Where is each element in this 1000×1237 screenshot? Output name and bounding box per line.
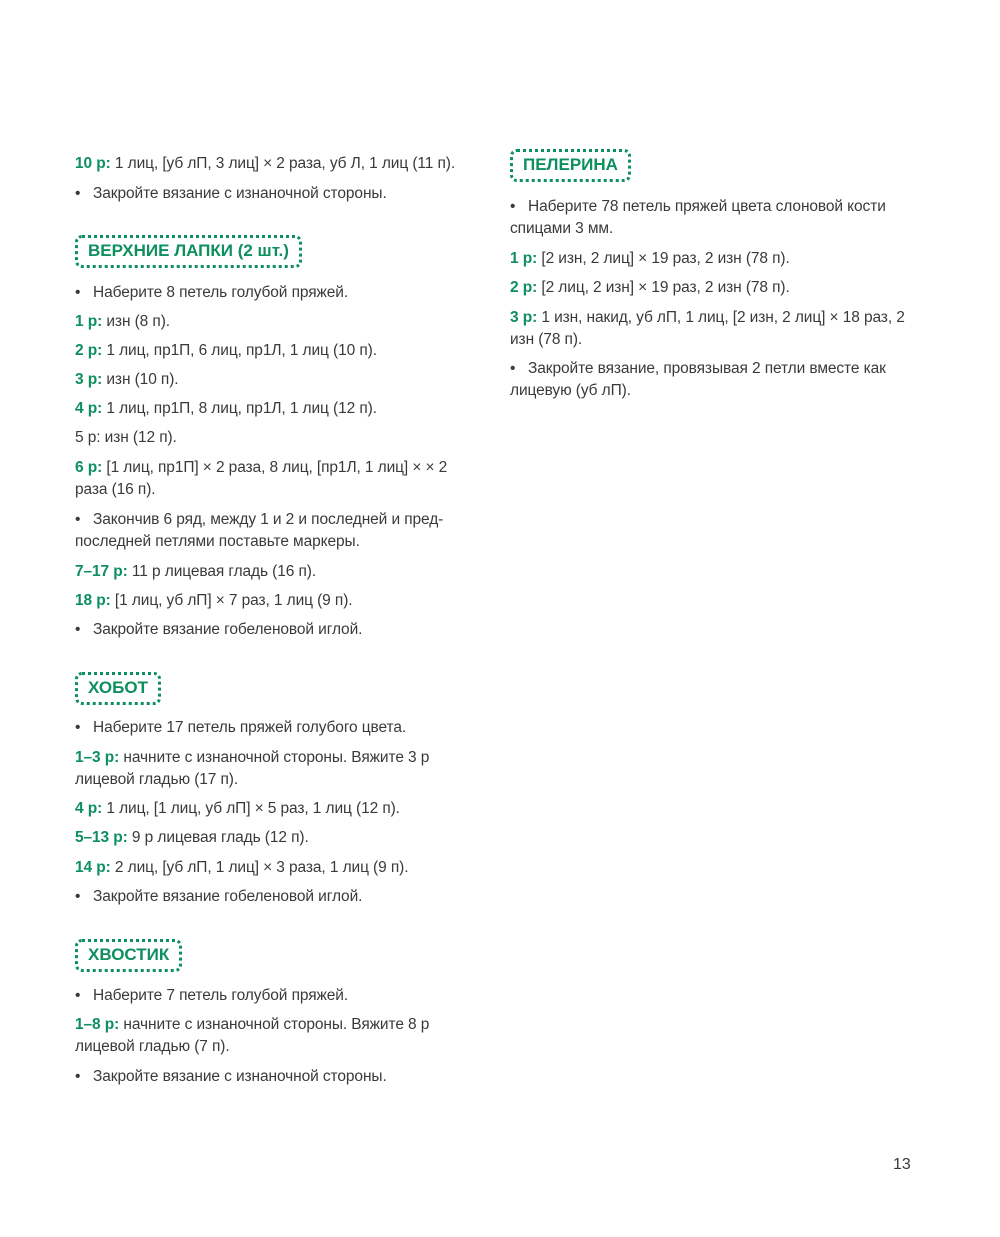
row-7-17-instruction [75,561,470,583]
row-2-instruction [75,340,470,362]
bullet-item [75,717,470,739]
row-1-instruction [75,311,470,333]
bullet-icon [75,509,93,531]
row-label: 10 р: [75,155,111,172]
bullet-icon [510,358,528,380]
row-text: начните с изнаночной стороны. Вяжите 3 р лицевой гладью (17 п). [75,749,430,788]
row-text: [1 лиц, пр1П] × 2 раза, 8 лиц, [пр1Л, 1 лиц] × × 2 раза (16 п). [75,459,448,498]
bullet-icon [75,985,93,1007]
row-text: 1 лиц, пр1П, 8 лиц, пр1Л, 1 лиц (12 п). [102,400,377,417]
bullet-text: Закройте вязание с изнаночной стороны. [93,185,387,202]
bullet-text: Наберите 7 петель голубой пряжей. [93,987,349,1004]
row-1-3-instruction [75,747,470,791]
row-text: 1 лиц, [1 лиц, уб лП] × 5 раз, 1 лиц (12 п). [102,800,400,817]
row-label: 4 р: [75,800,103,817]
row-1-instruction [510,248,910,270]
row-6-instruction [75,457,470,501]
row-text: начните с изнаночной стороны. Вяжите 8 р лицевой гладью (7 п). [75,1016,430,1055]
section-heading-trunk: ХОБОТ [75,672,161,705]
page-number: 13 [893,1156,911,1173]
row-label: 3 р: [75,371,103,388]
bullet-text: Наберите 17 петель пряжей голубого цвета. [93,719,407,736]
row-label: 1 р: [510,250,538,267]
row-18-instruction [75,590,470,612]
row-14-instruction [75,857,470,879]
row-3-instruction [75,369,470,391]
row-10-instruction [75,153,470,175]
row-text: 1 лиц, [уб лП, 3 лиц] × 2 раза, уб Л, 1 лиц (11 п). [110,155,456,172]
row-text: 9 р лицевая гладь (12 п). [127,829,309,846]
bullet-icon [75,282,93,304]
row-label: 14 р: [75,859,111,876]
row-label: 2 р: [510,279,538,296]
row-label: 6 р: [75,459,103,476]
row-label: 4 р: [75,400,103,417]
row-label: 1–8 р: [75,1016,120,1033]
bullet-item [75,619,470,641]
bullet-item [75,886,470,908]
bullet-icon [75,1066,93,1088]
row-text: [2 изн, 2 лиц] × 19 раз, 2 изн (78 п). [537,250,790,267]
row-text: изн (8 п). [102,313,170,330]
bullet-item [75,985,470,1007]
row-2-instruction [510,277,910,299]
bullet-text: Закройте вязание с изнаночной стороны. [93,1068,387,1085]
bullet-text: Закончив 6 ряд, между 1 и 2 и последней и предпоследней петлями поставьте маркеры. [75,511,444,550]
row-text: 1 изн, накид, уб лП, 1 лиц, [2 изн, 2 лиц] × 18 раз, 2 изн (78 п). [510,309,905,348]
bullet-item [75,509,470,553]
row-5-13-instruction [75,827,470,849]
bullet-text: Наберите 78 петель пряжей цвета слоновой кости спицами 3 мм. [510,198,886,237]
bullet-item [510,196,910,240]
section-heading-tail: ХВОСТИК [75,939,182,972]
bullet-icon [75,886,93,908]
row-label: 5–13 р: [75,829,128,846]
bullet-icon [75,619,93,641]
bullet-icon [75,717,93,739]
bullet-icon [510,196,528,218]
row-text: 2 лиц, [уб лП, 1 лиц] × 3 раза, 1 лиц (9 п). [110,859,409,876]
bullet-text: Закройте вязание, провязывая 2 петли вместе как лицевую (уб лП). [510,360,886,399]
bullet-item [75,1066,470,1088]
section-heading-cape: ПЕЛЕРИНА [510,149,631,182]
row-5-instruction: 5 р: изн (12 п). [75,429,177,446]
row-label: 1–3 р: [75,749,120,766]
row-text: 11 р лицевая гладь (16 п). [127,563,317,580]
row-text: изн (10 п). [102,371,179,388]
row-label: 2 р: [75,342,103,359]
row-text: [1 лиц, уб лП] × 7 раз, 1 лиц (9 п). [110,592,353,609]
row-label: 18 р: [75,592,111,609]
bullet-icon [75,183,93,205]
row-label: 7–17 р: [75,563,128,580]
row-label: 1 р: [75,313,103,330]
bullet-text: Наберите 8 петель голубой пряжей. [93,284,349,301]
bullet-text: Закройте вязание гобеленовой иглой. [93,888,363,905]
section-heading-upper-paws: ВЕРХНИЕ ЛАПКИ (2 шт.) [75,235,302,268]
bullet-item [75,183,470,205]
row-4-instruction [75,798,470,820]
row-4-instruction [75,398,470,420]
row-label: 3 р: [510,309,538,326]
bullet-text: Закройте вязание гобеленовой иглой. [93,621,363,638]
bullet-item [510,358,910,402]
bullet-item [75,282,470,304]
row-1-8-instruction [75,1014,470,1058]
row-text: [2 лиц, 2 изн] × 19 раз, 2 изн (78 п). [537,279,790,296]
row-3-instruction [510,307,910,351]
row-text: 1 лиц, пр1П, 6 лиц, пр1Л, 1 лиц (10 п). [102,342,377,359]
